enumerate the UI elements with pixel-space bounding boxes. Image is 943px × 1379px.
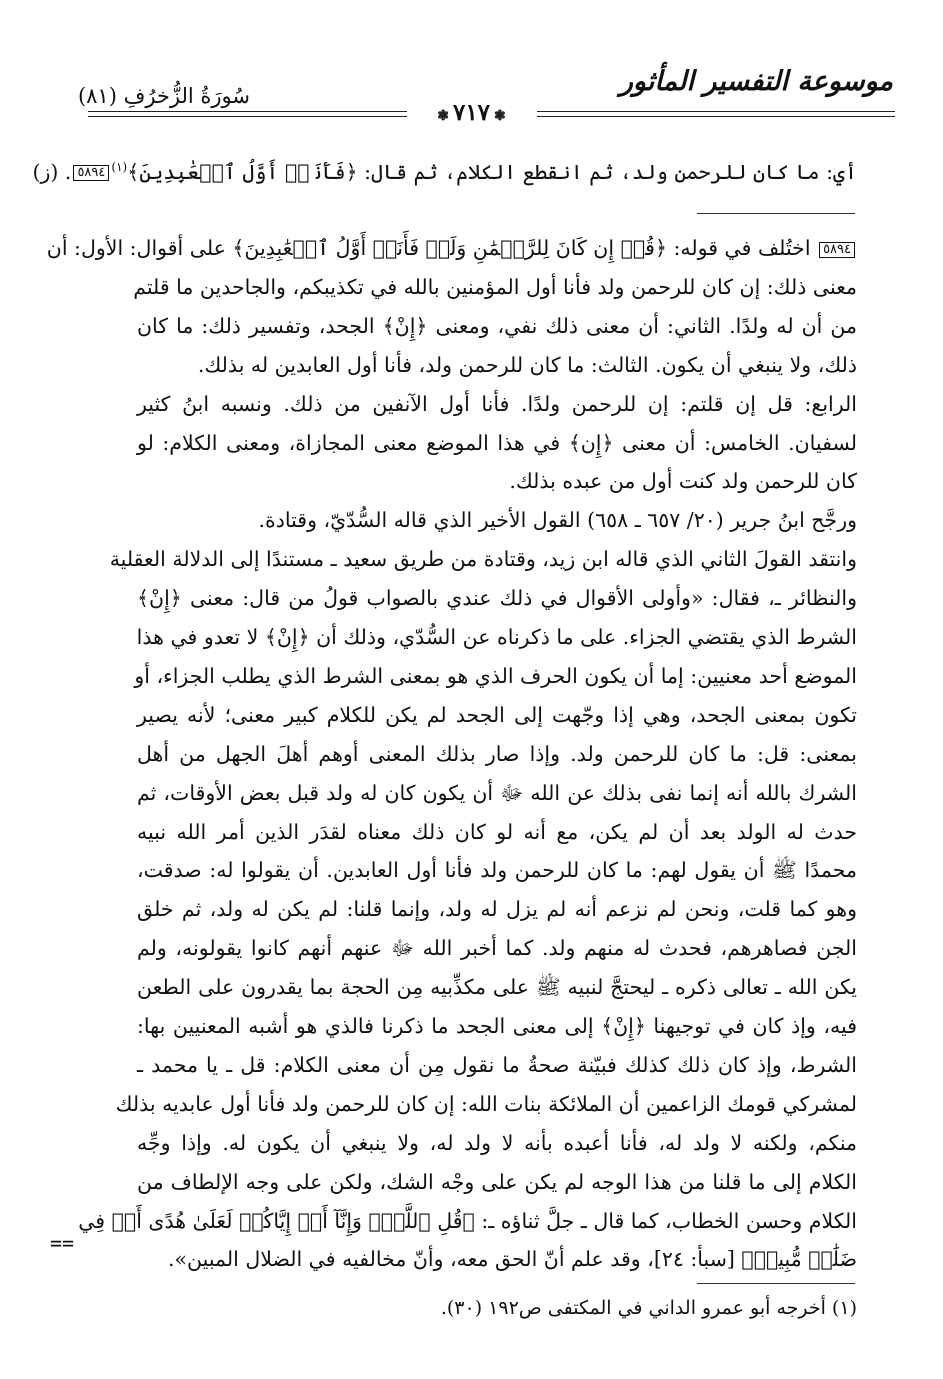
commentary-line (137, 850, 857, 890)
commentary-line (137, 1123, 857, 1163)
commentary-marker: ٥٨٩٤ (73, 165, 109, 181)
ornament-icon: ❃ (437, 108, 449, 124)
commentary-line (137, 967, 857, 1007)
commentary-text: محمدًا ﷺ أن يقول لهم: ما كان للرحمن ولد فأنا أول العابدين. أن يقولوا له: صدقت، (137, 858, 857, 883)
commentary-line (137, 461, 857, 501)
page-number: ٧١٧ (452, 99, 491, 126)
main-text: أي: ما كان للرحمن ولد، ثم انقطع الكلام، ثم قال: ﴿فَأَنَا۠ أَوَّلُ ٱلۡعَٰبِدِينَ﴾ (127, 159, 857, 184)
commentary-line (137, 1006, 857, 1046)
main-text-line (32, 147, 857, 187)
commentary-text: منكم، ولكنه لا ولد له، فأنا أعبده بأنه لا ولد له، ولا ينبغي أن يكون له. وإذا وجِّه (137, 1130, 857, 1155)
commentary-line (133, 267, 857, 307)
commentary-line (137, 734, 857, 774)
commentary-line (115, 1084, 857, 1124)
commentary-line (137, 889, 857, 929)
commentary-text: معنى ذلك: إن كان للرحمن ولد فأنا أول المؤمنين بالله في تكذيبكم، والجاحدين ما قلتم (133, 274, 857, 299)
commentary-line (137, 500, 857, 540)
footnote-separator (697, 1283, 855, 1284)
commentary-text: لمشركي قومك الزاعمين أن الملائكة بنات الله: إن كان للرحمن ولد فأنا أول عابديه بذلك (115, 1091, 857, 1116)
book-title: موسوعة التفسير المأثور (619, 66, 893, 97)
commentary-text: بمعنى: قل: ما كان للرحمن ولد. وإذا صار بذلك المعنى أوهم أهلَ الجهل من أهل (137, 741, 857, 766)
commentary-marker: ٥٨٩٤ (819, 242, 855, 258)
commentary-line (137, 695, 857, 735)
commentary-text: الجن فصاهرهم، فحدث له منهم ولد. كما أخبر الله ﷻ عنهم أنهم كانوا يقولونه، ولم (137, 936, 857, 961)
commentary-text: حدث له الولد بعد أن لم يكن، مع أنه لو كان ذلك معناه لقدَر الذين أمر الله نبيه (137, 819, 857, 844)
commentary-line (137, 423, 857, 463)
commentary-text: يكن الله ـ تعالى ذكره ـ ليحتجَّ لنبيه ﷺ على مكذِّبيه مِن الحجة بما يقدرون على الطعن (137, 975, 857, 1000)
separator (697, 213, 855, 214)
commentary-line (137, 617, 857, 657)
commentary-text: ذلك، ولا ينبغي أن يكون. الثالث: ما كان للرحمن ولد، فأنا أول العابدين له بذلك. (197, 352, 857, 377)
commentary-line (109, 539, 857, 579)
commentary-line (137, 928, 857, 968)
continuation-mark: == (50, 1231, 75, 1255)
commentary-text: الشرط الذي يقتضي الجزاء. على ما ذكرناه عن السُّدّي، وذلك أن ﴿إِنْ﴾ لا تعدو في هذا (136, 625, 857, 649)
commentary-line (78, 1201, 857, 1241)
commentary-line (137, 578, 857, 618)
commentary-line (137, 345, 857, 385)
commentary-text: وهو كما قلت، ونحن لم نزعم أنه لم يزل له ولد، وإنما قلنا: لم يكن له ولد، ثم خلق (137, 897, 857, 922)
commentary-text: وانتقد القولَ الثاني الذي قاله ابن زيد، وقتادة من طريق سعيد ـ مستندًا إلى الدلالة العقلية (109, 547, 857, 572)
footnote-ref: (١) (111, 160, 128, 174)
commentary-text: فيه، وإذ كان في توجيهنا ﴿إِنْ﴾ إلى معنى الجحد ما ذكرنا فالذي هو أشبه المعنيين بها: (137, 1014, 857, 1038)
ornament-icon: ❃ (494, 108, 506, 124)
commentary-line (137, 1239, 857, 1279)
commentary-line (137, 773, 857, 813)
commentary-text: ضَلَٰلٖ مُّبِينٖ﴾ [سبأ: ٢٤]، وقد علم أنّ الحق معه، وأنّ مخالفيه في الضلال المبين». (167, 1247, 857, 1272)
commentary-text: الشرط، وإذ كان ذلك كذلك فبيّنة صحةُ ما نقول مِن أن معنى الكلام: قل ـ يا محمد ـ (137, 1052, 857, 1077)
commentary-text: الموضع أحد معنيين: إما أن يكون الحرف الذي هو بمعنى الشرط الذي يطلب الجزاء، أو (134, 663, 857, 688)
commentary-line (137, 1162, 857, 1202)
commentary-line (137, 1045, 857, 1085)
commentary-text: الكلام إلى ما قلنا من هذا الوجه لم يكن على وجْه الشك، ولكن على وجه الإلطاف من (137, 1169, 857, 1194)
commentary-text: اختُلف في قوله: ﴿قُلۡ إِن كَانَ لِلرَّحۡمَٰنِ وَلَدٞ فَأَنَا۠ أَوَّلُ ٱلۡعَٰبِدِينَ﴾ على أقوال: الأول: أن (46, 236, 811, 260)
commentary-line (46, 228, 857, 268)
footnote: (١) أخرجه أبو عمرو الداني في المكتفى ص١٩٢ (٣٠). (440, 1297, 857, 1319)
surah-reference: سُورَةُ الزُّخرُفِ (٨١) (77, 84, 250, 108)
commentary-text: ورجَّح ابنُ جرير (٢٠/ ٦٥٧ ـ ٦٥٨) القول الأخير الذي قاله السُّدّيّ، وقتادة. (258, 508, 857, 533)
page-number-box (407, 99, 537, 126)
source-tag: . (ز) (32, 159, 72, 184)
commentary-text: من أن له ولدًا. الثاني: أن معنى ذلك نفي، ومعنى ﴿إِنْ﴾ الجحد، وتفسير ذلك: ما كان (137, 313, 857, 338)
commentary-line (137, 812, 857, 852)
commentary-line (134, 656, 857, 696)
commentary-line (137, 384, 857, 424)
commentary-text: الكلام وحسن الخطاب، كما قال ـ جلَّ ثناؤه ـ: ﴿قُلِ ٱللَّهُۖ وَإِنَّآ أَوۡ إِيَّاكُمۡ لَعَلَىٰ هُدًى أَوۡ فِي (78, 1208, 857, 1233)
commentary-text: تكون بمعنى الجحد، وهي إذا وجّهت إلى الجحد لم يكن للكلام كبير معنى؛ لأنه يصير (137, 702, 857, 727)
commentary-text: الشرك بالله أنه إنما نفى بذلك عن الله ﷻ أن يكون كان له ولد قبل بعض الأوقات، ثم (137, 780, 857, 805)
commentary-text: الرابع: قل إن قلتم: إن للرحمن ولدًا. فأنا أول الآنفين من ذلك. ونسبه ابنُ كثير (137, 391, 857, 416)
commentary-text: والنظائر ـ، فقال: «وأولى الأقوال في ذلك عندي بالصواب قولُ من قال: معنى ﴿إِنْ﴾ (137, 586, 857, 611)
commentary-text: لسفيان. الخامس: أن معنى ﴿إِن﴾ في هذا الموضع معنى المجازاة، ومعنى الكلام: لو (137, 430, 857, 455)
commentary-line (137, 306, 857, 346)
commentary-text: كان للرحمن ولد كنت أول من عبده بذلك. (509, 469, 857, 494)
